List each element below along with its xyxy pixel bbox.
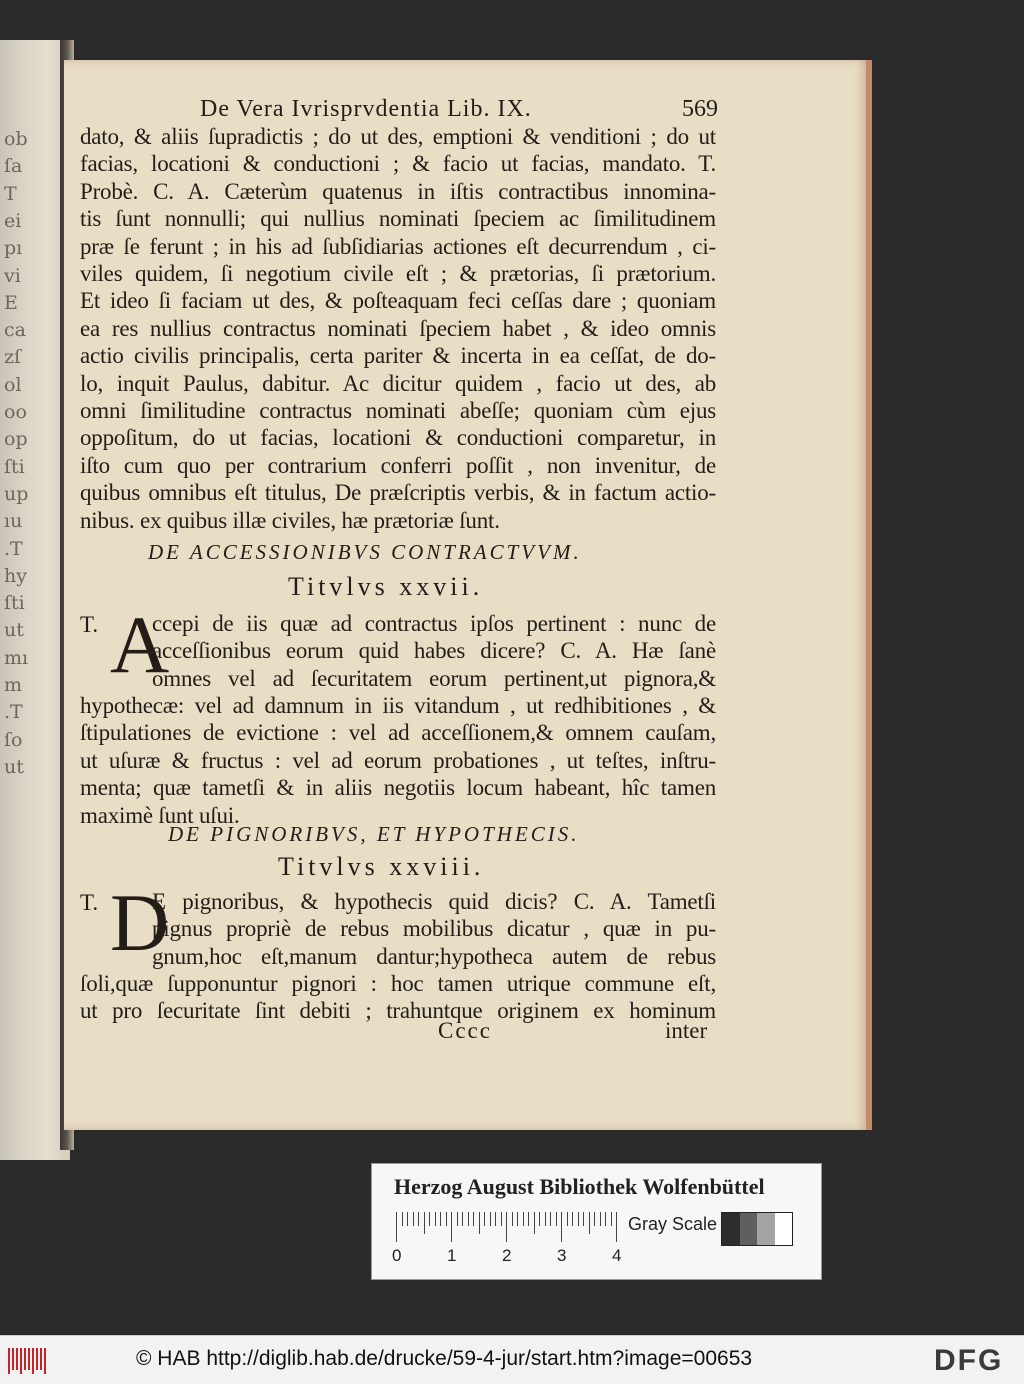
- left-page-fragment: zſ: [4, 346, 22, 369]
- ruler-number: 2: [502, 1246, 512, 1265]
- running-head: De Vera Ivrisprvdentia Lib. IX.: [200, 96, 532, 122]
- left-page-fragment: ut: [4, 619, 24, 642]
- left-page-fragment: ei: [4, 209, 22, 232]
- left-page-fragment: ſti: [4, 455, 25, 478]
- gray-swatch: [775, 1213, 793, 1245]
- text-line: omnes vel ad ſecuritatem eorum pertinent,ut pignora,&: [152, 665, 716, 691]
- dfg-logo[interactable]: DFG: [934, 1344, 1004, 1377]
- ruler-tick: [550, 1212, 551, 1226]
- text-line: dato, & aliis ſupradictis ; do ut des, emptioni & venditioni ; do ut: [80, 124, 716, 149]
- hab-barcode-logo-icon[interactable]: [8, 1348, 50, 1374]
- text-line: quibus omnibus eſt titulus, De præſcriptis verbis, & in factum actio-: [80, 480, 716, 506]
- barcode-bar: [40, 1348, 42, 1370]
- text-line: ut pro ſecuritate ſint debiti ; trahuntque originem ex hominum: [80, 998, 716, 1024]
- ruler-tick: [413, 1212, 414, 1226]
- left-page-fragment: T: [4, 182, 17, 205]
- barcode-bar: [28, 1348, 30, 1370]
- left-page-fragment: m: [4, 674, 23, 696]
- ruler-tick: [424, 1212, 425, 1234]
- left-page-fragment: op: [4, 428, 28, 451]
- text-line: oppoſitum, do ut facias, locationi & conductioni comparetur, in: [80, 425, 716, 451]
- left-page-fragment: ol: [4, 373, 22, 396]
- speaker-marker-2: T.: [80, 890, 99, 915]
- ruler-tick: [484, 1212, 485, 1226]
- text-line: hypothecæ: vel ad damnum in iis vitandum , ut redhibitiones , &: [80, 693, 716, 718]
- barcode-bar: [8, 1348, 10, 1374]
- speaker-marker-1: T.: [80, 612, 99, 637]
- left-page-fragment: ſo: [4, 728, 23, 751]
- ruler-tick: [572, 1212, 573, 1226]
- text-line: actio civilis principalis, certa pariter & incerta in ea ceſſat, de do-: [80, 343, 716, 369]
- left-page-fragment: oo: [4, 401, 27, 423]
- barcode-bar: [44, 1348, 46, 1374]
- ruler-tick: [517, 1212, 518, 1226]
- ruler-tick: [473, 1212, 474, 1226]
- left-page-fragment: vi: [4, 264, 21, 287]
- copyright-url[interactable]: © HAB http://diglib.hab.de/drucke/59-4-jur/start.htm?image=00653: [136, 1347, 753, 1370]
- ruler-tick: [451, 1212, 452, 1242]
- left-page-fragment: ſa: [4, 155, 23, 178]
- ruler-tick: [583, 1212, 584, 1226]
- left-page-fragment: pı: [4, 237, 23, 260]
- gray-scale-label: Gray Scale: [628, 1214, 718, 1234]
- ruler-number: 1: [447, 1246, 457, 1265]
- text-line: Et ideo ſi faciam ut des, & poſteaquam feci ceſſas dare ; quoniam: [80, 288, 716, 314]
- ruler-tick: [528, 1212, 529, 1226]
- ruler-tick: [457, 1212, 458, 1226]
- text-line: menta; quæ tametſi & in aliis negotiis locum habeant, hîc tamen: [80, 775, 716, 801]
- ruler-tick: [407, 1212, 408, 1226]
- gray-swatch: [740, 1213, 758, 1245]
- ruler-tick: [506, 1212, 507, 1242]
- text-line: acceſſionibus eorum quid habes dicere? C. A. Hæ ſanè: [152, 638, 716, 664]
- ruler-tick: [578, 1212, 579, 1226]
- text-line: nibus. ex quibus illæ civiles, hæ prætoriæ ſunt.: [80, 507, 500, 533]
- text-line: ſoli,quæ ſupponuntur pignori : hoc tamen utrique commune eſt,: [80, 971, 716, 996]
- text-line: gnum,hoc eſt,manum dantur;hypotheca autem de rebus: [152, 943, 716, 969]
- ruler-number: 0: [392, 1246, 402, 1265]
- left-page-fragment: E: [4, 291, 18, 314]
- ruler-tick: [600, 1212, 601, 1226]
- ruler-tick: [501, 1212, 502, 1226]
- ruler-tick: [462, 1212, 463, 1226]
- ruler-tick: [440, 1212, 441, 1226]
- barcode-bar: [24, 1348, 26, 1370]
- ruler-tick: [594, 1212, 595, 1226]
- ruler-tick: [523, 1212, 524, 1226]
- left-page-fragment: .T: [4, 537, 23, 560]
- text-line: maximè ſunt uſui.: [80, 802, 240, 828]
- text-line: lo, inquit Paulus, dabitur. Ac dicitur quidem , facio ut des, ab: [80, 370, 716, 396]
- text-line: ccepi de iis quæ ad contractus ipſos pertinent : nunc de: [152, 611, 716, 636]
- ruler-tick: [418, 1212, 419, 1226]
- ruler-tick: [539, 1212, 540, 1226]
- section-heading-1: DE ACCESSIONIBVS CONTRACTVVM.: [148, 540, 582, 564]
- ruler-number: 4: [612, 1246, 622, 1265]
- left-page-fragment: .T: [4, 701, 23, 724]
- left-page-fragment: ıu: [4, 510, 23, 533]
- section-heading-2: DE PIGNORIBVS, ET HYPOTHECIS.: [168, 822, 580, 846]
- ruler-tick: [468, 1212, 469, 1226]
- barcode-bar: [32, 1348, 34, 1374]
- text-line: pignus propriè de rebus mobilibus dicatur , quæ in pu-: [152, 916, 716, 942]
- ruler-tick: [402, 1212, 403, 1226]
- ruler-tick: [429, 1212, 430, 1226]
- text-line: ſtipulationes de evictione : vel ad acceſſionem,& omnem cauſam,: [80, 720, 716, 746]
- drop-cap-a: A: [110, 599, 170, 690]
- text-line: præ ſe ferunt ; in his ad ſubſidiarias actiones eſt decurrendum , ci-: [80, 233, 716, 259]
- ruler-tick: [396, 1212, 397, 1242]
- gray-scale-swatches: [721, 1212, 793, 1246]
- signature-mark: Cccc: [438, 1018, 492, 1043]
- barcode-bar: [16, 1348, 18, 1370]
- ruler-tick: [495, 1212, 496, 1226]
- ruler-tick: [561, 1212, 562, 1242]
- left-page-fragment: ob: [4, 128, 28, 150]
- ruler-tick: [605, 1212, 606, 1226]
- left-page-fragment: ſti: [4, 592, 25, 615]
- text-line: tis ſunt nonnulli; qui nullius nominati ſpeciem ac ſimilitudinem: [80, 206, 716, 232]
- ruler-tick: [512, 1212, 513, 1226]
- text-line: ut uſuræ & fructus : vel ad eorum probationes , ut teſtes, inſtru-: [80, 747, 716, 773]
- catchword: inter: [665, 1018, 708, 1043]
- barcode-bar: [36, 1348, 38, 1370]
- left-page-fragment: ca: [4, 319, 26, 342]
- text-line: iſto cum quo per contrarium conferri poſſit , non invenitur, de: [80, 452, 716, 478]
- text-line: facias, locationi & conductioni ; & facio ut facias, mandato. T.: [80, 151, 716, 177]
- text-line: Probè. C. A. Cæterùm quatenus in iſtis contractibus innomina-: [80, 178, 716, 204]
- ruler-tick: [446, 1212, 447, 1226]
- ruler-tick: [435, 1212, 436, 1226]
- left-page-fragment: mı: [4, 646, 29, 669]
- ruler-tick: [490, 1212, 491, 1226]
- viewer-footer: [0, 1335, 1024, 1384]
- page-number: 569: [682, 96, 718, 122]
- drop-cap-d: D: [110, 877, 170, 968]
- text-line: E pignoribus, & hypothecis quid dicis? C. A. Tametſi: [152, 889, 716, 914]
- barcode-bar: [12, 1348, 14, 1370]
- library-color-card: [371, 1163, 822, 1280]
- library-name: Herzog August Bibliothek Wolfenbüttel: [394, 1174, 765, 1199]
- ruler-tick: [479, 1212, 480, 1234]
- barcode-bar: [20, 1348, 22, 1374]
- ruler-tick: [545, 1212, 546, 1226]
- ruler-tick: [611, 1212, 612, 1226]
- ruler-tick: [567, 1212, 568, 1226]
- titulus-heading-1: Titvlvs xxvii.: [288, 572, 484, 601]
- text-line: ea res nullius contractus nominati ſpeciem habet , & ideo omnis: [80, 315, 716, 341]
- gray-swatch: [757, 1213, 775, 1245]
- ruler-tick: [534, 1212, 535, 1234]
- ruler-tick: [616, 1212, 617, 1242]
- titulus-heading-2: Titvlvs xxviii.: [278, 852, 485, 881]
- ruler-tick: [556, 1212, 557, 1226]
- ruler-number: 3: [557, 1246, 567, 1265]
- left-page-fragment: up: [4, 482, 29, 505]
- gray-swatch: [722, 1213, 740, 1245]
- ruler-tick: [589, 1212, 590, 1234]
- left-page-fragment: ut: [4, 755, 24, 778]
- left-page-fragment: hy: [4, 564, 27, 587]
- text-line: viles quidem, ſi negotium civile eſt ; & prætorias, ſi prætorium.: [80, 261, 716, 286]
- text-line: omni ſimilitudine contractus nominati abeſſe; quoniam cùm ejus: [80, 398, 716, 423]
